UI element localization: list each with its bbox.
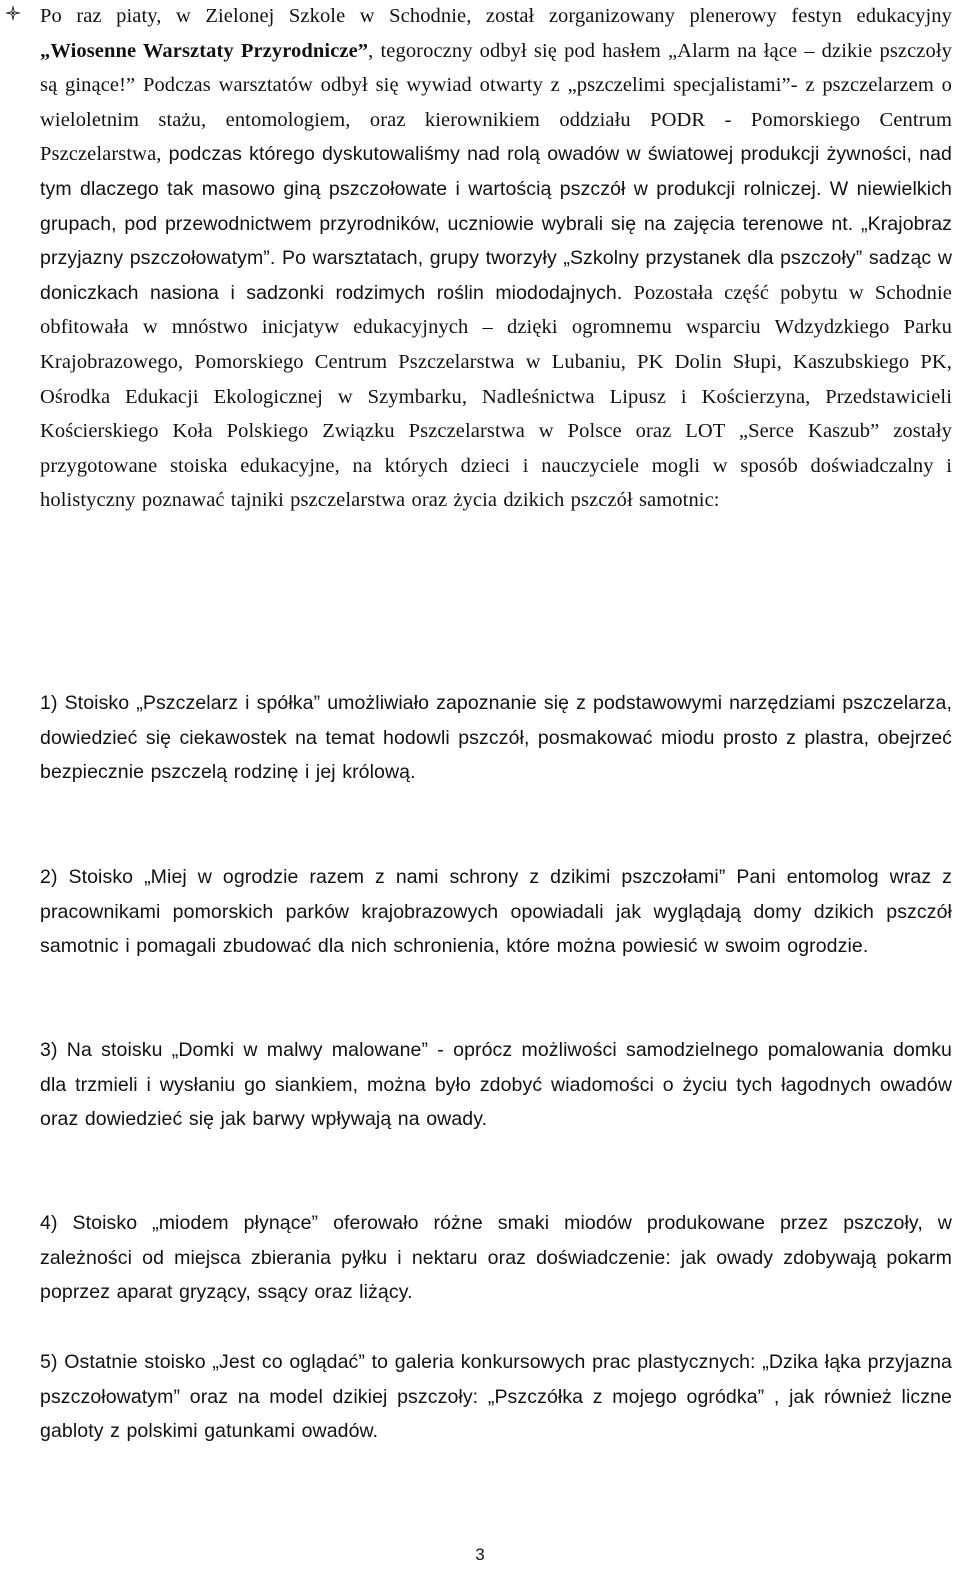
intro-sentence-1b: , tegoroczny odbył się pod hasłem „Alarm na łące – dzikie pszczoły są ginące!” Podczas warsztatów odbył się wywiad otwarty z „pszczelimi specjalistami”- z pszczelarzem o wieloletnim stażu, entomologiem, oraz kierownikiem oddziału PODR - Pomorskiego Centrum Pszczelarstwa, <box>40 39 952 166</box>
intro-sentence-1a: Po raz piaty, w Zielonej Szkole w Schodnie, został zorganizowany plenerowy festyn edukacyjny <box>40 5 952 27</box>
list-item: 3) Na stoisku „Domki w malwy malowane” - oprócz możliwości samodzielnego pomalowania domku dla trzmieli i wysłaniu go siankiem, można było zdobyć wiadomości o życiu tych łagodnych owadów oraz dowiedzieć się jak barwy wpływają na owady. <box>40 1039 952 1131</box>
diamond-bullet-icon <box>4 4 22 22</box>
intro-sentence-3: W niewielkich grupach, pod przewodnictwem przyrodników, uczniowie wybrali się na zajęcia terenowe nt. „Krajobraz przyjazny pszczołowatym”. Po warsztatach, grupy tworzyły „Szkolny przystanek dla pszczoły” sadząc w doniczkach nasiona i sadzonki rodzimych roślin miododajnych. <box>40 177 952 304</box>
intro-paragraph <box>40 0 952 518</box>
list-item: 1) Stoisko „Pszczelarz i spółka” umożliwiało zapoznanie się z podstawowymi narzędziami pszczelarza, dowiedzieć się ciekawostek na temat hodowli pszczół, posmakować miodu prosto z plastra, obejrzeć bezpiecznie pszczelą rodzinę i jej królową. <box>40 692 952 784</box>
list-item: 2) Stoisko „Miej w ogrodzie razem z nami schrony z dzikimi pszczołami” Pani entomolog wraz z pracownikami pomorskich parków krajobrazowych opowiadali jak wyglądają domy dzikich pszczół samotnic i pomagali zbudować dla nich schronienia, które można powiesić w swoim ogrodzie. <box>40 866 952 958</box>
intro-sentence-2: podczas którego dyskutowaliśmy nad rolą owadów w światowej produkcji żywności, nad tym dlaczego tak masowo giną pszczołowate i wartością pszczół w produkcji rolniczej. <box>40 143 952 200</box>
intro-sentence-4: Pozostała część pobytu w Schodnie obfitowała w mnóstwo inicjatyw edukacyjnych – dzięki ogromnemu wsparciu Wdzydzkiego Parku Krajobrazowego, Pomorskiego Centrum Pszczelarstwa w Lubaniu, PK Dolin Słupi, Kaszubskiego PK, Ośrodka Edukacji Ekologicznej w Szymbarku, Nadleśnictwa Lipusz i Kościerzyna, Przedstawicieli Kościerskiego Koła Polskiego Związku Pszczelarstwa w Polsce oraz LOT „Serce Kaszub” zostały przygotowane stoiska edukacyjne, na których dzieci i nauczyciele mogli w sposób doświadczalny i holistyczny poznawać tajniki pszczelarstwa oraz życia dzikich pszczół samotnic: <box>40 281 953 512</box>
list-item: 5) Ostatnie stoisko „Jest co oglądać” to galeria konkursowych prac plastycznych: „Dzika łąka przyjazna pszczołowatym” oraz na model dzikiej pszczoły: „Pszczółka z mojego ogródka” , jak również liczne gabloty z polskimi gatunkami owadów. <box>40 1351 952 1443</box>
festival-name: „Wiosenne Warsztaty Przyrodnicze” <box>40 39 369 62</box>
list-item: 4) Stoisko „miodem płynące” oferowało różne smaki miodów produkowane przez pszczoły, w zależności od miejsca zbierania pyłku i nektaru oraz doświadczenie: jak owady zdobywają pokarm poprzez aparat gryzący, ssący oraz liżący. <box>40 1212 952 1304</box>
page-number: 3 <box>475 1545 485 1564</box>
